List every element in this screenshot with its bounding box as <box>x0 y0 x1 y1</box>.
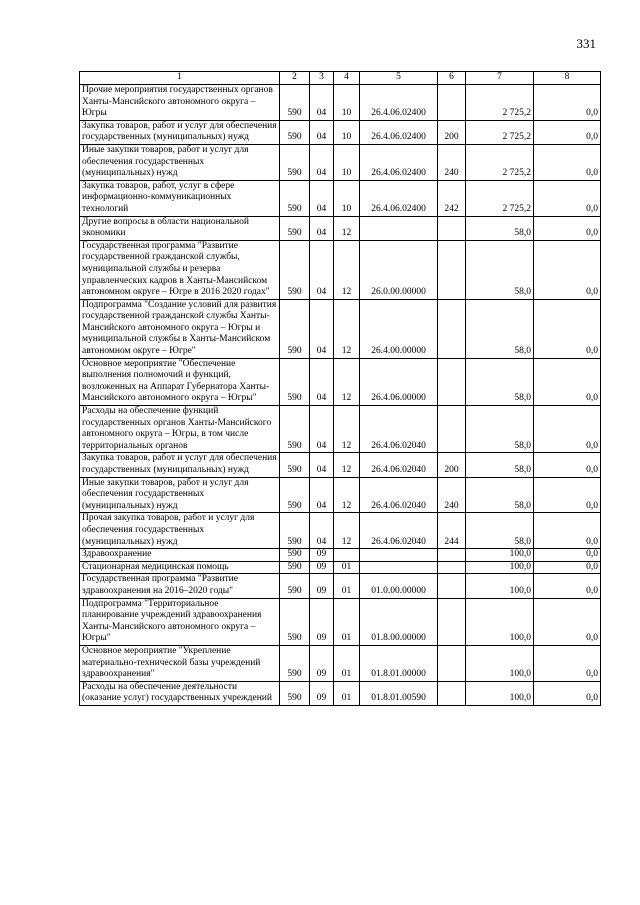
table-row <box>80 513 601 549</box>
expense-type-cell: 244 <box>438 513 466 549</box>
amount-cell: 0,0 <box>534 477 601 513</box>
section-cell: 09 <box>310 561 334 574</box>
code-cell: 590 <box>280 120 310 144</box>
page-number: 331 <box>576 36 596 51</box>
item-name-cell: Основное мероприятие "Обеспечение выполнения полномочий и функций, возложенных на Аппарат Губернатора Ханты-Мансийского автономного округа – Югры" <box>80 358 280 405</box>
column-header: 7 <box>466 72 534 85</box>
column-header: 2 <box>280 72 310 85</box>
item-name-cell: Основное мероприятие "Укрепление материально-технической базы учреждений здравоохранения" <box>80 645 280 681</box>
column-header: 3 <box>310 72 334 85</box>
expense-type-cell <box>438 240 466 299</box>
table-row <box>80 299 601 358</box>
column-header: 8 <box>534 72 601 85</box>
section-cell: 04 <box>310 513 334 549</box>
subsection-cell: 12 <box>334 299 360 358</box>
amount-cell: 100,0 <box>466 645 534 681</box>
amount-cell: 2 725,2 <box>466 144 534 180</box>
amount-cell: 58,0 <box>466 216 534 240</box>
target-article-cell <box>360 561 438 574</box>
target-article-cell: 26.4.06.02400 <box>360 120 438 144</box>
amount-cell: 100,0 <box>466 598 534 645</box>
item-name-cell: Здравоохранение <box>80 549 280 562</box>
target-article-cell <box>360 216 438 240</box>
column-header: 6 <box>438 72 466 85</box>
expense-type-cell <box>438 681 466 705</box>
column-header: 1 <box>80 72 280 85</box>
amount-cell: 0,0 <box>534 216 601 240</box>
section-cell: 09 <box>310 598 334 645</box>
column-header: 5 <box>360 72 438 85</box>
item-name-cell: Закупка товаров, работ и услуг для обеспечения государственных (муниципальных) нужд <box>80 120 280 144</box>
amount-cell: 0,0 <box>534 85 601 121</box>
item-name-cell: Закупка товаров, работ и услуг для обеспечения государственных (муниципальных) нужд <box>80 453 280 477</box>
amount-cell: 0,0 <box>534 358 601 405</box>
item-name-cell: Расходы на обеспечение деятельности (оказание услуг) государственных учреждений <box>80 681 280 705</box>
amount-cell: 100,0 <box>466 681 534 705</box>
target-article-cell: 26.4.06.02400 <box>360 85 438 121</box>
subsection-cell: 10 <box>334 144 360 180</box>
subsection-cell: 01 <box>334 598 360 645</box>
expense-type-cell <box>438 299 466 358</box>
subsection-cell: 10 <box>334 180 360 216</box>
code-cell: 590 <box>280 144 310 180</box>
code-cell: 590 <box>280 549 310 562</box>
item-name-cell: Государственная программа "Развитие государственной гражданской службы, муниципальной службы и резерва управленческих кадров в Ханты-Мансийском автономном округе – Югре в 2016 2020 годах" <box>80 240 280 299</box>
table-body <box>80 85 601 706</box>
target-article-cell: 26.0.00.00000 <box>360 240 438 299</box>
code-cell: 590 <box>280 358 310 405</box>
section-cell: 04 <box>310 477 334 513</box>
amount-cell: 0,0 <box>534 574 601 598</box>
section-cell: 09 <box>310 574 334 598</box>
expense-type-cell <box>438 406 466 453</box>
amount-cell: 0,0 <box>534 240 601 299</box>
amount-cell: 0,0 <box>534 180 601 216</box>
expense-type-cell <box>438 549 466 562</box>
target-article-cell: 26.4.06.02040 <box>360 477 438 513</box>
table-row <box>80 574 601 598</box>
amount-cell: 100,0 <box>466 549 534 562</box>
expense-type-cell <box>438 598 466 645</box>
column-header: 4 <box>334 72 360 85</box>
target-article-cell: 01.0.00.00000 <box>360 574 438 598</box>
amount-cell: 58,0 <box>466 477 534 513</box>
expense-type-cell <box>438 358 466 405</box>
table-row <box>80 645 601 681</box>
subsection-cell: 10 <box>334 85 360 121</box>
expense-type-cell: 200 <box>438 453 466 477</box>
budget-table <box>79 71 601 706</box>
item-name-cell: Иные закупки товаров, работ и услуг для обеспечения государственных (муниципальных) нужд <box>80 144 280 180</box>
amount-cell: 0,0 <box>534 645 601 681</box>
subsection-cell <box>334 549 360 562</box>
subsection-cell: 12 <box>334 240 360 299</box>
section-cell: 04 <box>310 406 334 453</box>
amount-cell: 0,0 <box>534 513 601 549</box>
code-cell: 590 <box>280 180 310 216</box>
section-cell: 09 <box>310 645 334 681</box>
amount-cell: 0,0 <box>534 598 601 645</box>
amount-cell: 2 725,2 <box>466 120 534 144</box>
amount-cell: 58,0 <box>466 453 534 477</box>
subsection-cell: 01 <box>334 681 360 705</box>
code-cell: 590 <box>280 561 310 574</box>
item-name-cell: Прочая закупка товаров, работ и услуг для обеспечения государственных (муниципальных) нужд <box>80 513 280 549</box>
table-row <box>80 453 601 477</box>
section-cell: 04 <box>310 453 334 477</box>
section-cell: 04 <box>310 85 334 121</box>
amount-cell: 58,0 <box>466 240 534 299</box>
section-cell: 09 <box>310 681 334 705</box>
subsection-cell: 10 <box>334 120 360 144</box>
amount-cell: 0,0 <box>534 549 601 562</box>
expense-type-cell: 242 <box>438 180 466 216</box>
code-cell: 590 <box>280 453 310 477</box>
subsection-cell: 12 <box>334 358 360 405</box>
target-article-cell: 26.4.00.00000 <box>360 299 438 358</box>
table-row <box>80 180 601 216</box>
target-article-cell: 26.4.06.00000 <box>360 358 438 405</box>
item-name-cell: Прочие мероприятия государственных органов Ханты-Мансийского автономного округа – Югры <box>80 85 280 121</box>
item-name-cell: Государственная программа "Развитие здравоохранения на 2016–2020 годы" <box>80 574 280 598</box>
code-cell: 590 <box>280 216 310 240</box>
expense-type-cell: 240 <box>438 477 466 513</box>
code-cell: 590 <box>280 477 310 513</box>
expense-type-cell <box>438 216 466 240</box>
amount-cell: 100,0 <box>466 561 534 574</box>
item-name-cell: Другие вопросы в области национальной экономики <box>80 216 280 240</box>
table-row <box>80 681 601 705</box>
amount-cell: 58,0 <box>466 406 534 453</box>
code-cell: 590 <box>280 513 310 549</box>
section-cell: 04 <box>310 240 334 299</box>
section-cell: 04 <box>310 216 334 240</box>
section-cell: 09 <box>310 549 334 562</box>
table-row <box>80 406 601 453</box>
item-name-cell: Закупка товаров, работ, услуг в сфере информационно-коммуникационных технологий <box>80 180 280 216</box>
table-row <box>80 216 601 240</box>
code-cell: 590 <box>280 406 310 453</box>
code-cell: 590 <box>280 299 310 358</box>
expense-type-cell <box>438 561 466 574</box>
amount-cell: 0,0 <box>534 453 601 477</box>
table-row <box>80 561 601 574</box>
table-row <box>80 85 601 121</box>
expense-type-cell: 200 <box>438 120 466 144</box>
code-cell: 590 <box>280 85 310 121</box>
section-cell: 04 <box>310 180 334 216</box>
expense-type-cell <box>438 574 466 598</box>
item-name-cell: Иные закупки товаров, работ и услуг для обеспечения государственных (муниципальных) нужд <box>80 477 280 513</box>
amount-cell: 2 725,2 <box>466 180 534 216</box>
subsection-cell: 01 <box>334 561 360 574</box>
section-cell: 04 <box>310 358 334 405</box>
amount-cell: 0,0 <box>534 681 601 705</box>
table-row <box>80 549 601 562</box>
target-article-cell: 01.8.00.00000 <box>360 598 438 645</box>
item-name-cell: Стационарная медицинская помощь <box>80 561 280 574</box>
amount-cell: 0,0 <box>534 144 601 180</box>
table-row <box>80 358 601 405</box>
item-name-cell: Расходы на обеспечение функций государственных органов Ханты-Мансийского автономного округа – Югры, в том числе территориальных органов <box>80 406 280 453</box>
code-cell: 590 <box>280 574 310 598</box>
subsection-cell: 12 <box>334 453 360 477</box>
amount-cell: 0,0 <box>534 120 601 144</box>
subsection-cell: 12 <box>334 513 360 549</box>
code-cell: 590 <box>280 645 310 681</box>
code-cell: 590 <box>280 240 310 299</box>
amount-cell: 58,0 <box>466 358 534 405</box>
amount-cell: 100,0 <box>466 574 534 598</box>
target-article-cell: 26.4.06.02400 <box>360 180 438 216</box>
expense-type-cell: 240 <box>438 144 466 180</box>
code-cell: 590 <box>280 598 310 645</box>
subsection-cell: 01 <box>334 645 360 681</box>
amount-cell: 0,0 <box>534 561 601 574</box>
expense-type-cell <box>438 85 466 121</box>
target-article-cell: 26.4.06.02040 <box>360 513 438 549</box>
subsection-cell: 12 <box>334 477 360 513</box>
table-row <box>80 144 601 180</box>
target-article-cell <box>360 549 438 562</box>
target-article-cell: 01.8.01.00000 <box>360 645 438 681</box>
section-cell: 04 <box>310 120 334 144</box>
table-row <box>80 120 601 144</box>
table-row <box>80 477 601 513</box>
code-cell: 590 <box>280 681 310 705</box>
item-name-cell: Подпрограмма "Создание условий для развития государственной гражданской службы Ханты-Мансийского автономного округа – Югры и муниципальной службы в Ханты-Мансийском автономном округе – Югре" <box>80 299 280 358</box>
amount-cell: 0,0 <box>534 299 601 358</box>
target-article-cell: 01.8.01.00590 <box>360 681 438 705</box>
amount-cell: 58,0 <box>466 513 534 549</box>
target-article-cell: 26.4.06.02040 <box>360 453 438 477</box>
amount-cell: 2 725,2 <box>466 85 534 121</box>
table-row <box>80 598 601 645</box>
amount-cell: 58,0 <box>466 299 534 358</box>
section-cell: 04 <box>310 144 334 180</box>
table-header-row <box>80 72 601 85</box>
section-cell: 04 <box>310 299 334 358</box>
amount-cell: 0,0 <box>534 406 601 453</box>
table-row <box>80 240 601 299</box>
expense-type-cell <box>438 645 466 681</box>
item-name-cell: Подпрограмма "Территориальное планирование учреждений здравоохранения Ханты-Мансийского автономного округа – Югры" <box>80 598 280 645</box>
target-article-cell: 26.4.06.02400 <box>360 144 438 180</box>
subsection-cell: 01 <box>334 574 360 598</box>
subsection-cell: 12 <box>334 406 360 453</box>
target-article-cell: 26.4.06.02040 <box>360 406 438 453</box>
subsection-cell: 12 <box>334 216 360 240</box>
